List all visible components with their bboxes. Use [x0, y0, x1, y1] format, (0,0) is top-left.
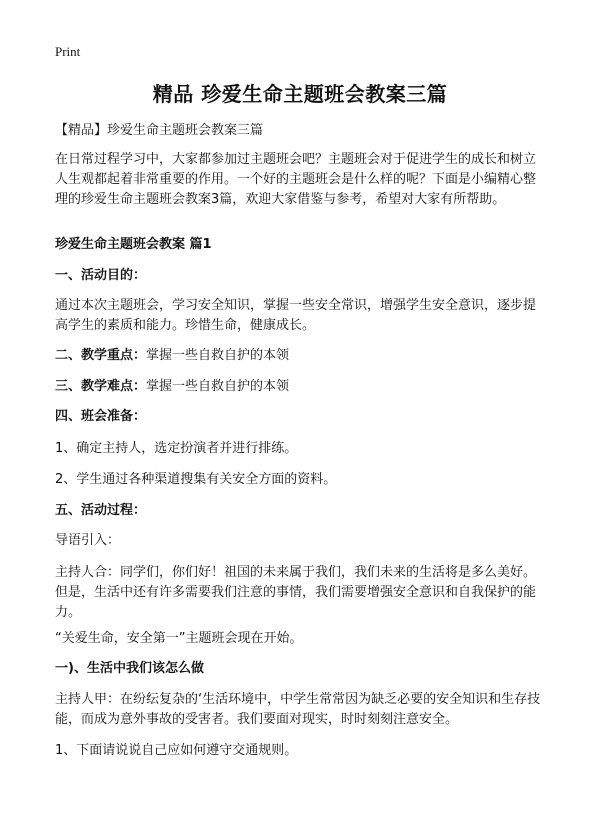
- goal-heading: 一、活动目的：: [55, 268, 147, 283]
- page-title: 精品 珍爱生命主题班会教案三篇: [152, 82, 448, 106]
- process-heading: 五、活动过程：: [55, 503, 147, 518]
- intro-label: 导语引入：: [55, 533, 121, 548]
- prep-heading: 四、班会准备：: [55, 409, 147, 424]
- document-subtitle: 【精品】珍爱生命主题班会教案三篇: [55, 123, 264, 138]
- print-link[interactable]: Print: [55, 44, 81, 59]
- difficulty-label: 三、教学难点：: [55, 379, 147, 394]
- prep-item-1: 1、确定主持人，选定扮演者并进行排练。: [55, 441, 298, 456]
- traffic-rules-item: 1、下面请说说自己应如何遵守交通规则。: [55, 743, 298, 758]
- host-opening-paragraph: 主持人合：同学们，你们好！祖国的未来属于我们，我们未来的生活将是多么美好。但是，生活中还有许多需要我们注意的事情，我们需要增强安全意识和自我保护的能力。: [55, 565, 537, 620]
- key-points-text: 掌握一些自救自护的本领: [146, 348, 290, 363]
- goal-paragraph: 通过本次主题班会，学习安全知识，掌握一些安全常识，增强学生安全意识，逐步提高学生的素质和能力。珍惜生命，健康成长。: [55, 298, 537, 333]
- difficulty-text: 掌握一些自救自护的本领: [146, 379, 290, 394]
- difficulty-line: [55, 377, 547, 397]
- intro-paragraph: 在日常过程学习中，大家都参加过主题班会吧？主题班会对于促进学生的成长和树立人生观都起着非常重要的作用。一个好的主题班会是什么样的呢？下面是小编精心整理的珍爱生命主题班会教案3篇，欢迎大家借鉴与参考，希望对大家有所帮助。: [55, 152, 537, 207]
- theme-start-paragraph: “关爱生命，安全第一”主题班会现在开始。: [55, 631, 303, 646]
- key-points-label: 二、教学重点：: [55, 348, 147, 363]
- prep-item-2: 2、学生通过各种渠道搜集有关安全方面的资料。: [55, 472, 337, 487]
- key-points-line: [55, 346, 547, 366]
- section-heading: 珍爱生命主题班会教案 篇1: [55, 237, 212, 252]
- host-a-paragraph: 主持人甲：在纷纭复杂的‘生活环境中，中学生常常因为缺乏必要的安全知识和生存技能，而成为意外事故的受害者。我们要面对现实，时时刻刻注意安全。: [55, 692, 541, 727]
- subsection-heading: 一)、生活中我们该怎么做: [55, 661, 204, 676]
